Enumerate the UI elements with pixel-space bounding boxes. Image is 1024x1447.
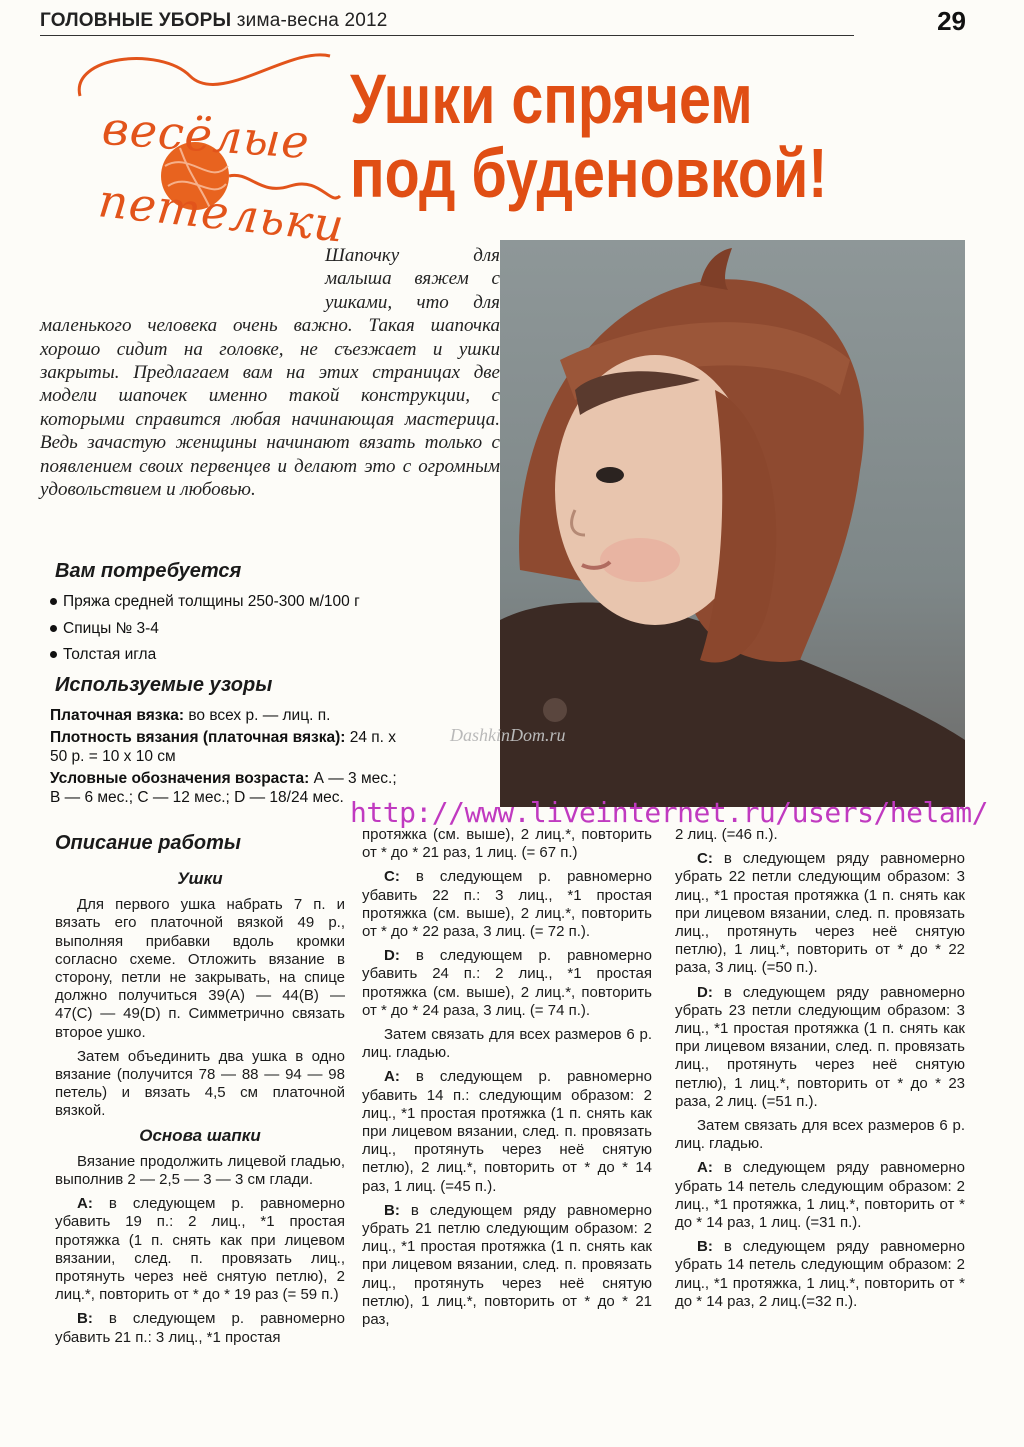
watermark: DashkinDom.ru xyxy=(450,725,566,745)
logo-word-1: весёлые xyxy=(100,100,312,170)
section-logo xyxy=(40,36,348,266)
paragraph: Затем связать для всех размеров 6 р. лиц. гладью. xyxy=(362,1026,652,1062)
baby-photo xyxy=(500,240,965,807)
list-item: Толстая игла xyxy=(50,645,420,665)
list-item: Пряжа средней толщины 250-300 м/100 г xyxy=(50,592,420,612)
paragraph: Затем объединить два ушка в одно вязание (получится 78 — 88 — 94 — 98 петель) и вязать 4,5 см платочной вязкой. xyxy=(55,1047,345,1120)
work-heading: Описание работы xyxy=(55,832,242,854)
patterns-heading: Используемые узоры xyxy=(55,674,273,696)
paragraph: D: в следующем ряду равномерно убрать 23 петли следующим образом: 3 лиц., *1 простая протяжка (1 п. снять как при лицевом вязании, след. п. провязать лиц., протянуть через неё снятую петлю), 1 лиц.*, повторить от * до * 23 раза, 2 лиц. (=51 п.). xyxy=(675,983,965,1110)
headline-line-2: под буденовкой! xyxy=(350,134,828,212)
intro-text xyxy=(40,244,500,544)
paragraph: А: в следующем р. равномерно убавить 14 п.: следующим образом: 2 лиц., *1 простая протяжка (1 п. снять как при лицевом вязании, след. п. провязать лиц., протянуть через неё снятую петлю), 2 лиц.*, повторить от * до * 14 раз, 1 лиц. (=45 п.). xyxy=(362,1068,652,1195)
bullet-icon xyxy=(50,598,57,605)
paragraph: Для первого ушка набрать 7 п. и вязать его платочной вязкой 49 р., выполняя прибавки вдоль кромки согласно схеме. Отложить вязание в сторону, петли не закрывать, на спице должно получиться 39(А) — 44(В) — 47(С) — 49(D) п. Симметрично связать второе ушко. xyxy=(55,896,345,1041)
intro-paragraph: Шапочку для малыша вяжем с ушками, что для маленького человека очень важно. Такая шапочка хорошо сидит на головке, не съезжает и ушки закрыты. Предлагаем вам на этих страницах две модели шапочек именно такой конструкции, с которыми справится любая начинающая мастерица. Ведь зачастую женщины начинают вязать только с появлением своих первенцев и делают это с огромным удовольствием и любовью. xyxy=(40,245,500,501)
source-url-link[interactable]: http://www.liveinternet.ru/users/helam/ xyxy=(350,796,988,829)
subheading-ears: Ушки xyxy=(177,869,223,888)
paragraph: 2 лиц. (=46 п.). xyxy=(675,826,778,843)
patterns-text xyxy=(50,706,405,810)
bullet-icon xyxy=(50,625,57,632)
paragraph: В: в следующем ряду равномерно убрать 14 петель следующим образом: 2 лиц., *1 протяжка, 1 лиц.*, повторить от * до * 14 раз, 2 лиц.(=32 п.). xyxy=(675,1238,965,1310)
pattern-item: Платочная вязка: во всех р. — лиц. п. xyxy=(50,707,331,724)
materials-heading: Вам потребуется xyxy=(55,560,242,582)
article-headline xyxy=(350,62,875,210)
paragraph: Затем связать для всех размеров 6 р. лиц. гладью. xyxy=(675,1117,965,1153)
paragraph: С: в следующем р. равномерно убавить 22 п.: 3 лиц., *1 простая протяжка (см. выше), 2 лиц.*, повторить от * до * 22 раза, 3 лиц. (= 72 п.). xyxy=(362,868,652,941)
column-3 xyxy=(675,826,965,1317)
materials-list xyxy=(50,592,420,672)
column-2 xyxy=(362,826,652,1335)
subheading-base: Основа шапки xyxy=(139,1125,261,1145)
magazine-title: ГОЛОВНЫЕ УБОРЫ зима-весна 2012 xyxy=(40,10,388,31)
bullet-icon xyxy=(50,651,57,658)
paragraph: В: в следующем р. равномерно убавить 21 п.: 3 лиц., *1 простая xyxy=(55,1310,345,1346)
pattern-item: Плотность вязания (платочная вязка): 24 п. х 50 р. = 10 х 10 см xyxy=(50,728,397,765)
column-1 xyxy=(55,866,345,1353)
page-number: 29 xyxy=(937,6,966,36)
list-item: Спицы № 3-4 xyxy=(50,619,420,639)
baby-in-hat-image xyxy=(500,240,965,807)
page-header xyxy=(0,0,1024,36)
paragraph: D: в следующем р. равномерно убавить 24 п.: 2 лиц., *1 простая протяжка (см. выше), 2 лиц.*, повторить от * до * 24 раза, 3 лиц. (= 74 п.). xyxy=(362,947,652,1019)
paragraph: А: в следующем ряду равномерно убрать 14 петель следующим образом: 2 лиц., *1 протяжка, 1 лиц.*, повторить от * до * 14 раз, 1 лиц. (=31 п.). xyxy=(675,1159,965,1232)
paragraph: протяжка (см. выше), 2 лиц.*, повторить от * до * 21 раз, 1 лиц. (= 67 п.) xyxy=(362,826,652,862)
headline-line-1: Ушки спрячем xyxy=(350,60,753,138)
paragraph: Вязание продолжить лицевой гладью, выполнив 2 — 2,5 — 3 — 3 см глади. xyxy=(55,1152,345,1189)
paragraph: С: в следующем ряду равномерно убрать 22 петли следующим образом: 3 лиц., *1 простая протяжка (1 п. снять как при лицевом вязании, след. п. провязать лиц., протянуть через неё снятую петлю), 1 лиц.*, повторить от * до * 22 раза, 3 лиц. (=50 п.). xyxy=(675,850,965,977)
logo-word-2: петельки xyxy=(95,173,348,253)
pattern-item: Условные обозначения возраста: А — 3 мес.; В — 6 мес.; С — 12 мес.; D — 18/24 мес. xyxy=(50,769,397,806)
paragraph: А: в следующем р. равномерно убавить 19 п.: 2 лиц., *1 простая протяжка (1 п. снять как при лицевом вязании, след. п. провязать лиц., протянуть через неё снятую петлю), 2 лиц.*, повторить от * до * 19 раз (= 59 п.) xyxy=(55,1195,345,1304)
paragraph: В: в следующем ряду равномерно убрать 21 петлю следующим образом: 2 лиц., *1 простая протяжка (1 п. снять как при лицевом вязании, след. п. провязать лиц., протянуть через неё снятую петлю), 1 лиц.*, повторить от * до * 21 раз, xyxy=(362,1201,652,1329)
